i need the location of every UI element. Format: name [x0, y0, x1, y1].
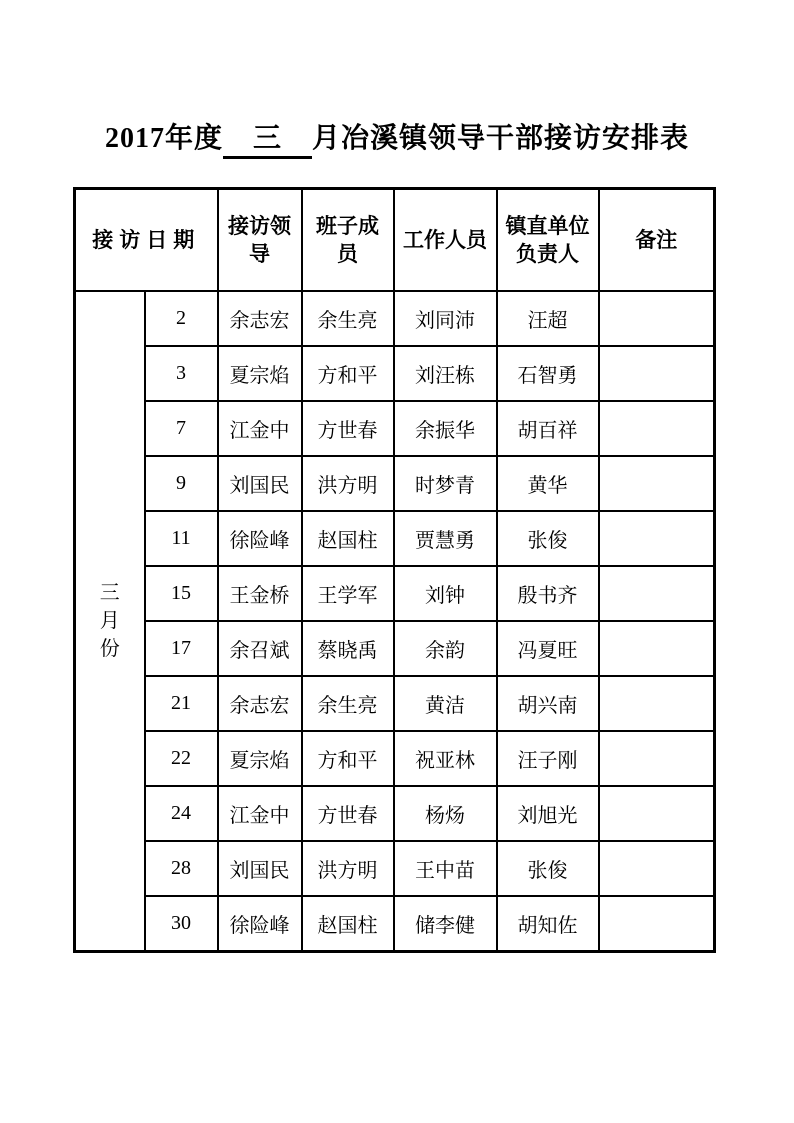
staff-cell: 刘同沛 [394, 291, 497, 346]
staff-cell: 时梦青 [394, 456, 497, 511]
unit-head-cell: 张俊 [497, 511, 599, 566]
day-cell: 3 [145, 346, 218, 401]
staff-cell: 黄洁 [394, 676, 497, 731]
unit-head-cell: 冯夏旺 [497, 621, 599, 676]
day-cell: 30 [145, 896, 218, 951]
table-row [75, 621, 715, 676]
leader-cell: 徐险峰 [218, 896, 302, 951]
unit-head-cell: 石智勇 [497, 346, 599, 401]
day-cell: 28 [145, 841, 218, 896]
remark-cell [599, 291, 715, 346]
staff-cell: 贾慧勇 [394, 511, 497, 566]
unit-head-cell: 汪超 [497, 291, 599, 346]
unit-head-cell: 胡知佐 [497, 896, 599, 951]
staff-cell: 刘汪栋 [394, 346, 497, 401]
header-unit-head: 镇直单位负责人 [497, 188, 599, 291]
team-member-cell: 方和平 [302, 731, 394, 786]
header-remark: 备注 [599, 188, 715, 291]
remark-cell [599, 621, 715, 676]
day-cell: 15 [145, 566, 218, 621]
remark-cell [599, 786, 715, 841]
team-member-cell: 王学军 [302, 566, 394, 621]
leader-cell: 余志宏 [218, 676, 302, 731]
team-member-cell: 赵国柱 [302, 511, 394, 566]
month-label: 三月份 [99, 581, 120, 660]
remark-cell [599, 841, 715, 896]
staff-cell: 余振华 [394, 401, 497, 456]
staff-cell: 祝亚林 [394, 731, 497, 786]
leader-cell: 夏宗焰 [218, 731, 302, 786]
day-cell: 21 [145, 676, 218, 731]
table-row [75, 731, 715, 786]
table-row [75, 291, 715, 346]
table-row [75, 401, 715, 456]
staff-cell: 刘钟 [394, 566, 497, 621]
day-cell: 24 [145, 786, 218, 841]
table-row [75, 676, 715, 731]
header-staff: 工作人员 [394, 188, 497, 291]
team-member-cell: 洪方明 [302, 456, 394, 511]
header-team-member: 班子成员 [302, 188, 394, 291]
staff-cell: 余韵 [394, 621, 497, 676]
table-row [75, 511, 715, 566]
remark-cell [599, 456, 715, 511]
staff-cell: 储李健 [394, 896, 497, 951]
team-member-cell: 余生亮 [302, 676, 394, 731]
table-row [75, 786, 715, 841]
header-reception-date: 接访日期 [75, 188, 218, 291]
unit-head-cell: 张俊 [497, 841, 599, 896]
remark-cell [599, 511, 715, 566]
leader-cell: 余志宏 [218, 291, 302, 346]
staff-cell: 杨炀 [394, 786, 497, 841]
table-row [75, 841, 715, 896]
remark-cell [599, 896, 715, 951]
table-row [75, 456, 715, 511]
team-member-cell: 赵国柱 [302, 896, 394, 951]
team-member-cell: 蔡晓禹 [302, 621, 394, 676]
leader-cell: 王金桥 [218, 566, 302, 621]
leader-cell: 徐险峰 [218, 511, 302, 566]
table-row [75, 896, 715, 951]
day-cell: 22 [145, 731, 218, 786]
day-cell: 11 [145, 511, 218, 566]
remark-cell [599, 731, 715, 786]
remark-cell [599, 346, 715, 401]
day-cell: 9 [145, 456, 218, 511]
table-header-row [75, 188, 715, 291]
unit-head-cell: 胡兴南 [497, 676, 599, 731]
remark-cell [599, 676, 715, 731]
day-cell: 2 [145, 291, 218, 346]
month-cell [75, 291, 145, 951]
day-cell: 17 [145, 621, 218, 676]
leader-cell: 夏宗焰 [218, 346, 302, 401]
unit-head-cell: 殷书齐 [497, 566, 599, 621]
title-month-underlined: 三 [223, 122, 312, 159]
unit-head-cell: 汪子刚 [497, 731, 599, 786]
page-title [0, 0, 794, 159]
table-row [75, 566, 715, 621]
day-cell: 7 [145, 401, 218, 456]
team-member-cell: 方世春 [302, 401, 394, 456]
title-prefix: 2017年度 [104, 123, 223, 154]
leader-cell: 余召斌 [218, 621, 302, 676]
remark-cell [599, 401, 715, 456]
header-reception-leader: 接访领导 [218, 188, 302, 291]
title-suffix: 月冶溪镇领导干部接访安排表 [312, 123, 690, 154]
team-member-cell: 方和平 [302, 346, 394, 401]
team-member-cell: 余生亮 [302, 291, 394, 346]
unit-head-cell: 刘旭光 [497, 786, 599, 841]
unit-head-cell: 胡百祥 [497, 401, 599, 456]
leader-cell: 江金中 [218, 401, 302, 456]
remark-cell [599, 566, 715, 621]
leader-cell: 刘国民 [218, 841, 302, 896]
unit-head-cell: 黄华 [497, 456, 599, 511]
reception-schedule-table [73, 187, 716, 953]
table-row [75, 346, 715, 401]
leader-cell: 江金中 [218, 786, 302, 841]
team-member-cell: 洪方明 [302, 841, 394, 896]
staff-cell: 王中苗 [394, 841, 497, 896]
leader-cell: 刘国民 [218, 456, 302, 511]
team-member-cell: 方世春 [302, 786, 394, 841]
